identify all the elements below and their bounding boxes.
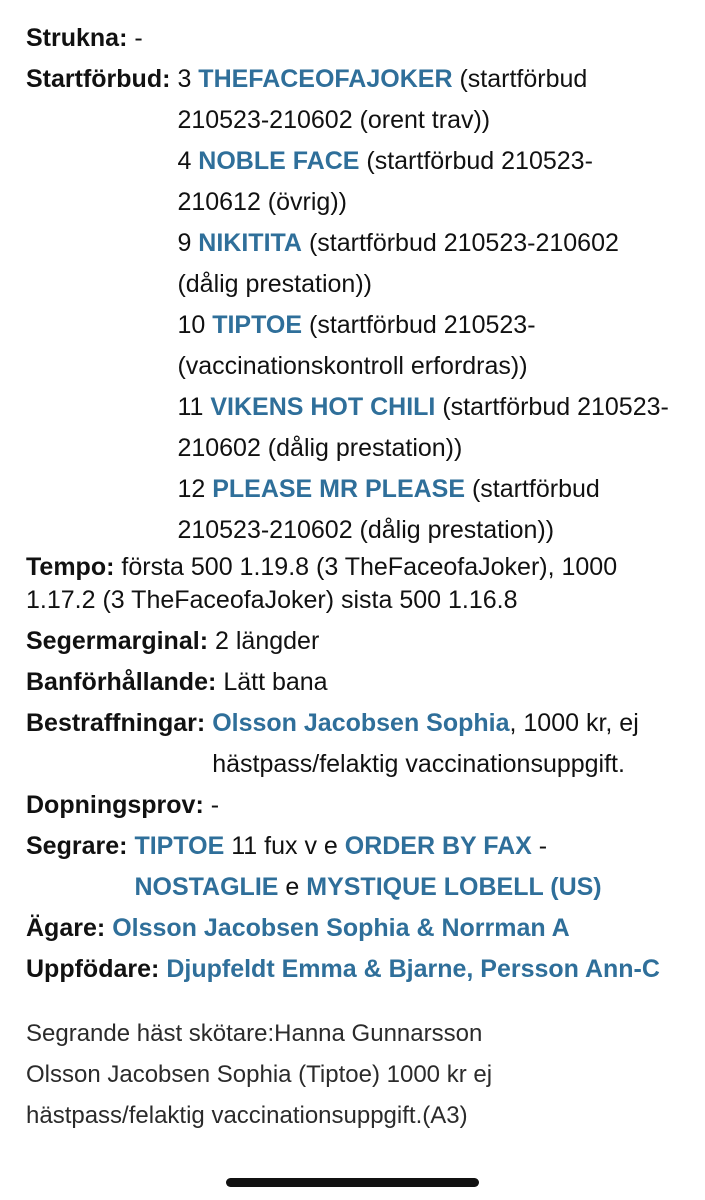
uppfodare-row [26, 949, 686, 990]
segermarginal-label: Segermarginal : [26, 621, 208, 662]
banforhallande-label: Banförhållande : [26, 662, 216, 703]
segrare-label: Segrare : [26, 826, 127, 867]
horse-link-nostaglie[interactable]: NOSTAGLIE [134, 873, 279, 901]
pedigree-e: e [285, 873, 300, 901]
ban-detail: (startförbud [459, 65, 588, 93]
ban-detail: 210523-210602 (orent trav)) [177, 106, 491, 134]
banforhallande-row [26, 662, 686, 703]
horse-link-tiptoe[interactable]: TIPTOE [212, 311, 303, 339]
ban-detail: 210612 (övrig)) [177, 188, 347, 216]
footer-line-penalty-detail: hästpass/felaktig vaccinationsuppgift.(A3) [26, 1102, 468, 1129]
horse-link-nikitita[interactable]: NIKITITA [198, 229, 302, 257]
startforbud-entry [177, 387, 686, 469]
horse-link-thefaceofajoker[interactable]: THEFACEOFAJOKER [198, 65, 453, 93]
owner-link[interactable]: Olsson Jacobsen Sophia & Norrman A [112, 914, 570, 942]
start-number: 3 [177, 65, 192, 93]
winner-desc: 11 fux v e [231, 832, 338, 860]
tempo-text [26, 551, 686, 617]
bestraffningar-value [212, 703, 686, 785]
dopningsprov-row [26, 785, 686, 826]
dopningsprov-value: - [210, 791, 220, 819]
home-indicator[interactable] [226, 1178, 479, 1187]
startforbud-entry [177, 223, 686, 305]
strukna-row [26, 18, 686, 59]
ban-detail: (vaccinationskontroll erfordras)) [177, 352, 528, 380]
segermarginal-row [26, 621, 686, 662]
startforbud-row [26, 59, 686, 551]
ban-detail: 210523-210602 (dålig prestation)) [177, 516, 555, 544]
start-number: 12 [177, 475, 206, 503]
agare-row [26, 908, 686, 949]
breeder-link[interactable]: Djupfeldt Emma & Bjarne, Persson Ann-C [166, 955, 660, 983]
horse-link-noble-face[interactable]: NOBLE FACE [198, 147, 360, 175]
penalty-text-line2: hästpass/felaktig vaccinationsuppgift. [212, 750, 625, 778]
footer-line-groom: Segrande häst skötare:Hanna Gunnarsson [26, 1020, 483, 1047]
footer-notes [26, 1013, 686, 1136]
person-link-olsson-jacobsen-sophia[interactable]: Olsson Jacobsen Sophia [212, 709, 510, 737]
startforbud-entry [177, 305, 686, 387]
banforhallande-value: Lätt bana [223, 668, 328, 696]
ban-detail: (startförbud 210523- [366, 147, 593, 175]
horse-link-mystique-lobell[interactable]: MYSTIQUE LOBELL (US) [306, 873, 602, 901]
start-number: 9 [177, 229, 192, 257]
start-number: 11 [177, 393, 204, 421]
horse-link-tiptoe-winner[interactable]: TIPTOE [134, 832, 225, 860]
agare-label: Ägare : [26, 908, 105, 949]
startforbud-list [177, 59, 686, 551]
segermarginal-value: 2 längder [215, 627, 320, 655]
uppfodare-label: Uppfödare : [26, 949, 159, 990]
horse-link-order-by-fax[interactable]: ORDER BY FAX [344, 832, 532, 860]
strukna-value: - [134, 24, 143, 52]
tempo-label: Tempo : [26, 553, 114, 581]
segrare-value [134, 826, 686, 908]
ban-detail: (startförbud [471, 475, 600, 503]
horse-link-please-mr-please[interactable]: PLEASE MR PLEASE [212, 475, 466, 503]
segrare-row [26, 826, 686, 908]
bestraffningar-label: Bestraffningar : [26, 703, 205, 744]
startforbud-entry [177, 469, 686, 551]
dopningsprov-label: Dopningsprov : [26, 785, 204, 826]
ban-detail: (startförbud 210523- [309, 311, 536, 339]
strukna-label: Strukna : [26, 18, 127, 59]
startforbud-label: Startförbud : [26, 59, 170, 100]
tempo-line1: första 500 1.19.8 (3 TheFaceofaJoker), 1000 [121, 553, 618, 581]
start-number: 4 [177, 147, 192, 175]
ban-detail: (dålig prestation)) [177, 270, 372, 298]
penalty-text: , 1000 kr, ej [509, 709, 639, 737]
startforbud-entry [177, 59, 686, 141]
ban-detail: (startförbud 210523- [442, 393, 669, 421]
tempo-row [26, 551, 686, 617]
horse-link-vikens-hot-chili[interactable]: VIKENS HOT CHILI [210, 393, 436, 421]
pedigree-separator: - [538, 832, 548, 860]
start-number: 10 [177, 311, 206, 339]
ban-detail: (startförbud 210523-210602 [308, 229, 619, 257]
footer-line-penalty: Olsson Jacobsen Sophia (Tiptoe) 1000 kr ej [26, 1061, 493, 1088]
startforbud-entry [177, 141, 686, 223]
ban-detail: 210602 (dålig prestation)) [177, 434, 463, 462]
tempo-line2: 1.17.2 (3 TheFaceofaJoker) sista 500 1.16.8 [26, 586, 518, 614]
race-info [26, 18, 686, 990]
bestraffningar-row [26, 703, 686, 785]
